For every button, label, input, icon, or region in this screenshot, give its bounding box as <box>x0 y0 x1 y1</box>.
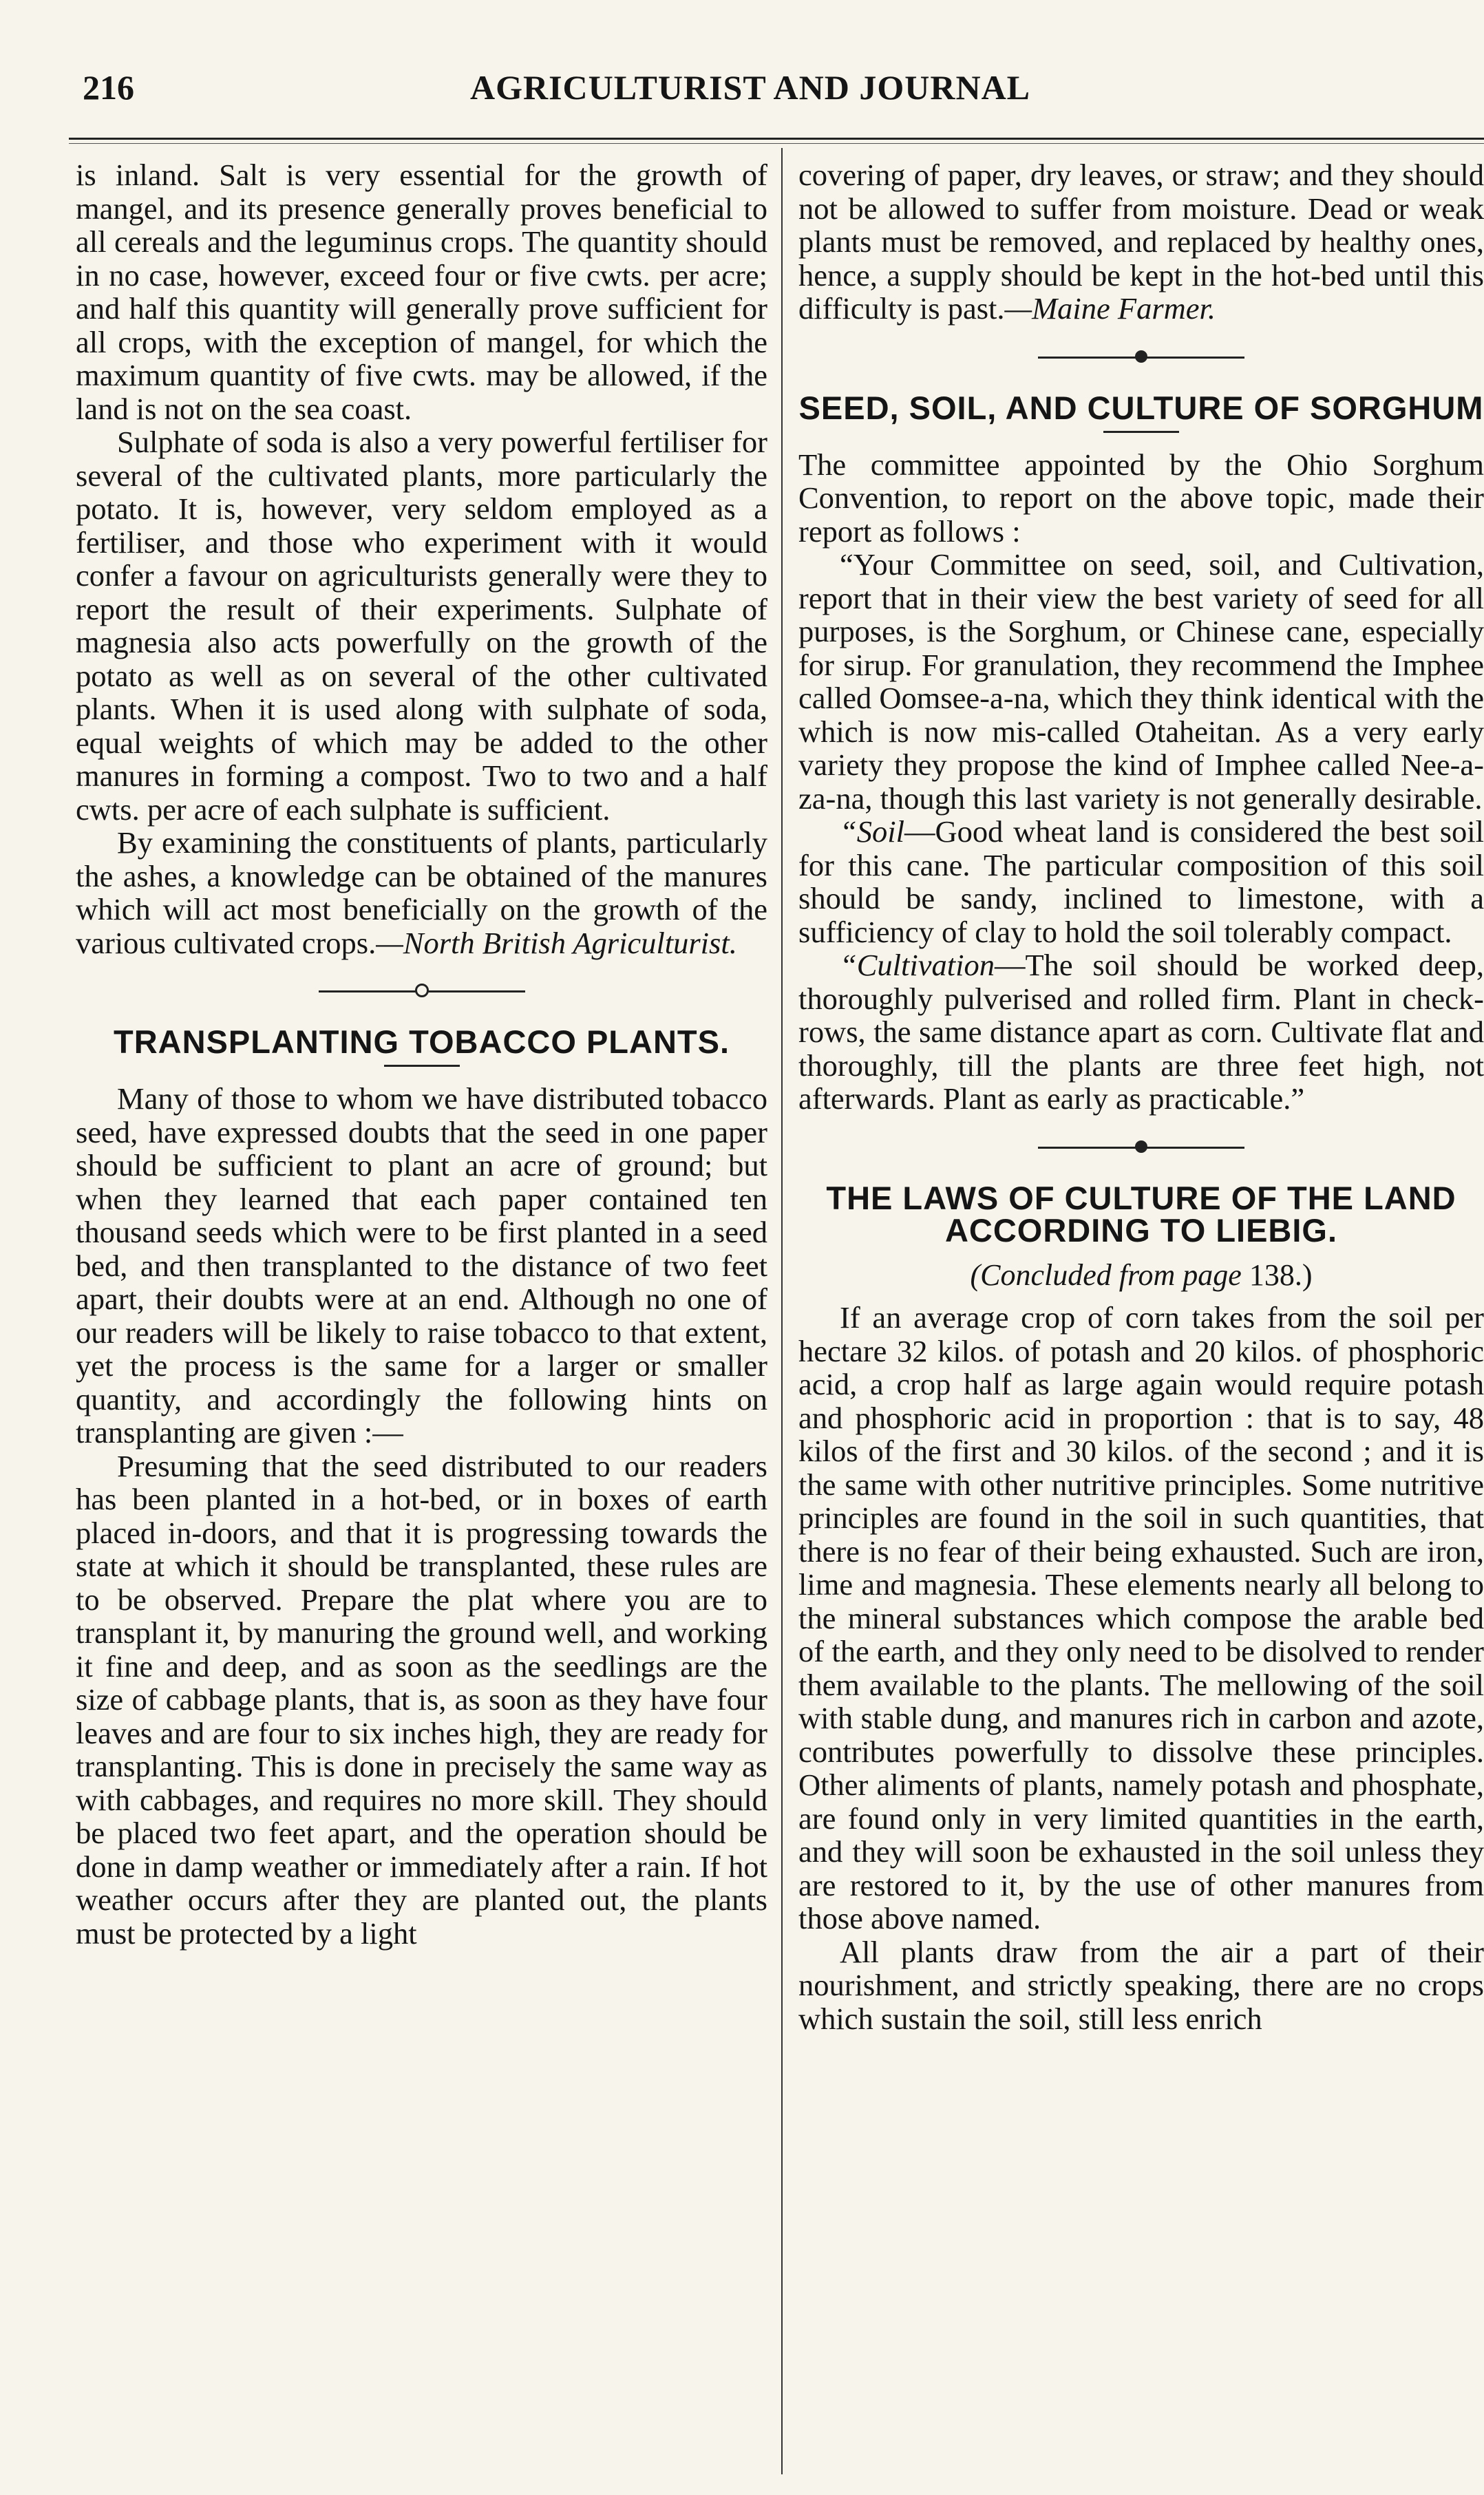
subheading-concluded <box>798 1259 1484 1292</box>
paragraph-tobacco-transplant: Presuming that the seed distributed to our readers has been planted in a hot-bed, or in boxes of earth placed in-doors, and that it is progressing towards the state at which it should be transplanted, these rules are to be observed. Prepare the plat where you are to transplant it, by manuring the ground well, and working it fine and deep, and as soon as the seedlings are the size of cabbage plants, that is, as soon as they have four leaves and are four to six inches high, they are ready for transplanting. This is done in precisely the same way as with cabbages, and requires no more skill. They should be placed two feet apart, and the operation should be done in damp weather or immediately after a rain. If hot weather occurs after they are planted out, the plants must be protected by a light <box>76 1448 767 1951</box>
heading-rule <box>384 1065 460 1067</box>
paragraph-sorghum-seed: “Your Committee on seed, soil, and Cultivation, report that in their view the best variety of seed for all purposes, is the Sorghum, or Chinese cane, especially for sirup. For granulation, they recommend the Imphee called Oomsee-a-na, which they think identical with the which is now mis-called Otaheitan. As a very early variety they propose the kind of Imphee called Nee-a-za-na, though this last variety is not generally desirable. <box>798 547 1484 816</box>
paragraph-liebig-crop: If an average crop of corn takes from the soil per hectare 32 kilos. of potash and 20 kilos. of phosphoric acid, a crop half as large again would require potash and phosphoric acid in proportion : that is to say, 48 kilos of the first and 30 kilos. of the second ; and it is the same with other nutritive principles. Some nutritive principles are found in the soil in such quantities, that there is no fear of their being exhausted. Such are iron, lime and magnesia. These elements nearly all belong to the mineral substances which compose the arable bed of the earth, and they only need to be disolved to render them available to the plants. The mellowing of the soil with stable dung, and manures rich in carbon and azote, contributes powerfully to dissolve these principles. Other aliments of plants, namely potash and phosphate, are found only in very limited quantities in the earth, and they will soon be exhausted in the soil unless they are restored to it, by the use of other manures from those above named. <box>798 1300 1484 1936</box>
heading-transplanting-tobacco: TRANSPLANTING TOBACCO PLANTS. <box>113 1023 730 1060</box>
paragraph-sorghum-soil-text: —Good wheat land is considered the best soil for this cane. The particular composition of this soil should be sandy, inclined to limestone, with a sufficiency of clay to hold the soil tolerably compact. <box>798 814 1484 949</box>
paragraph-salt: is inland. Salt is very essential for the growth of mangel, and its presence generally proves beneficial to all cereals and the leguminus crops. The quantity should in no case, however, exceed four or five cwts. per acre; and half this quantity will generally prove sufficient for all crops, with the exception of mangel, for which the maximum quantity of five cwts. may be allowed, if the land is not on the sea coast. <box>76 158 767 426</box>
paragraph-tobacco-cont-text: covering of paper, dry leaves, or straw; and they should not be allowed to suffer from moisture. Dead or weak plants must be removed, and replaced by healthy ones, hence, a supply should be kept in the hot-bed until this difficulty is past. <box>798 158 1484 326</box>
paragraph-tobacco-cont <box>798 158 1484 326</box>
paragraph-liebig-air: All plants draw from the air a part of their nourishment, and strictly speaking, there are no crops which sustain the soil, still less enrich <box>798 1934 1484 2036</box>
left-column <box>76 158 767 2474</box>
label-cultivation: “Cultivation <box>840 948 995 982</box>
paragraph-sorghum-soil <box>798 815 1484 948</box>
header-rule <box>69 138 1484 140</box>
page-header <box>69 61 1432 123</box>
label-soil: “Soil <box>840 814 904 849</box>
section-separator <box>1038 343 1244 371</box>
header-rule-thin <box>69 143 1484 144</box>
paragraph-sorghum-cultivation-text: —The soil should be worked deep, thoroughly pulverised and rolled firm. Plant in check-rows, the same distance apart as corn. Cultivate flat and thoroughly, till the plants are three feet high, not afterwards. Plant as early as practicable.” <box>798 948 1484 1116</box>
heading-sorghum: SEED, SOIL, AND CULTURE OF SORGHUM <box>798 389 1484 426</box>
paragraph-sulphate: Sulphate of soda is also a very powerful fertiliser for several of the cultivated plants, more particularly the potato. It is, however, very seldom employed as a fertiliser, and those who experiment with it would confer a favour on agriculturists generally were they to report the result of their experiments. Sulphate of magnesia also acts powerfully on the growth of the potato as well as on several of the other cultivated plants. When it is used along with sulphate of soda, equal weights of which may be added to the other manures in forming a compost. Two to two and a half cwts. per acre of each sulphate is sufficient. <box>76 425 767 827</box>
subheading-concluded-text: (Concluded from page <box>970 1257 1242 1292</box>
paragraph-sorghum-intro: The committee appointed by the Ohio Sorghum Convention, to report on the above topic, made their report as follows : <box>798 447 1484 549</box>
heading-laws-of-culture: THE LAWS OF CULTURE OF THE LAND ACCORDING TO LIEBIG. <box>826 1179 1456 1249</box>
paragraph-constituents-text: By examining the constituents of plants, particularly the ashes, a knowledge can be obtained of the manures which will act most beneficially on the growth of the various cultivated crops. <box>76 825 767 960</box>
right-column <box>798 158 1484 2474</box>
section-separator <box>319 977 525 1005</box>
column-divider <box>781 148 783 2474</box>
paragraph-sorghum-cultivation <box>798 948 1484 1116</box>
attribution-north-british: —North British Agriculturist. <box>376 925 737 960</box>
paragraph-constituents <box>76 826 767 959</box>
page-number: 216 <box>83 68 134 107</box>
paragraph-tobacco-seed: Many of those to whom we have distributed tobacco seed, have expressed doubts that the seed in one paper should be sufficient to plant an acre of ground; but when they learned that each paper contained ten thousand seeds which were to be first planted in a seed bed, and then transplanted to the distance of two feet apart, their doubts were at an end. Although no one of our readers will be likely to raise tobacco to that extent, yet the process is the same for a larger or smaller quantity, and accordingly the following hints on transplanting are given :— <box>76 1081 767 1450</box>
running-title: AGRICULTURIST AND JOURNAL <box>469 68 1031 107</box>
section-separator <box>1038 1134 1244 1161</box>
heading-rule <box>1103 431 1179 433</box>
subheading-page-ref: 138.) <box>1249 1257 1313 1292</box>
attribution-maine-farmer: —Maine Farmer. <box>1004 291 1216 326</box>
